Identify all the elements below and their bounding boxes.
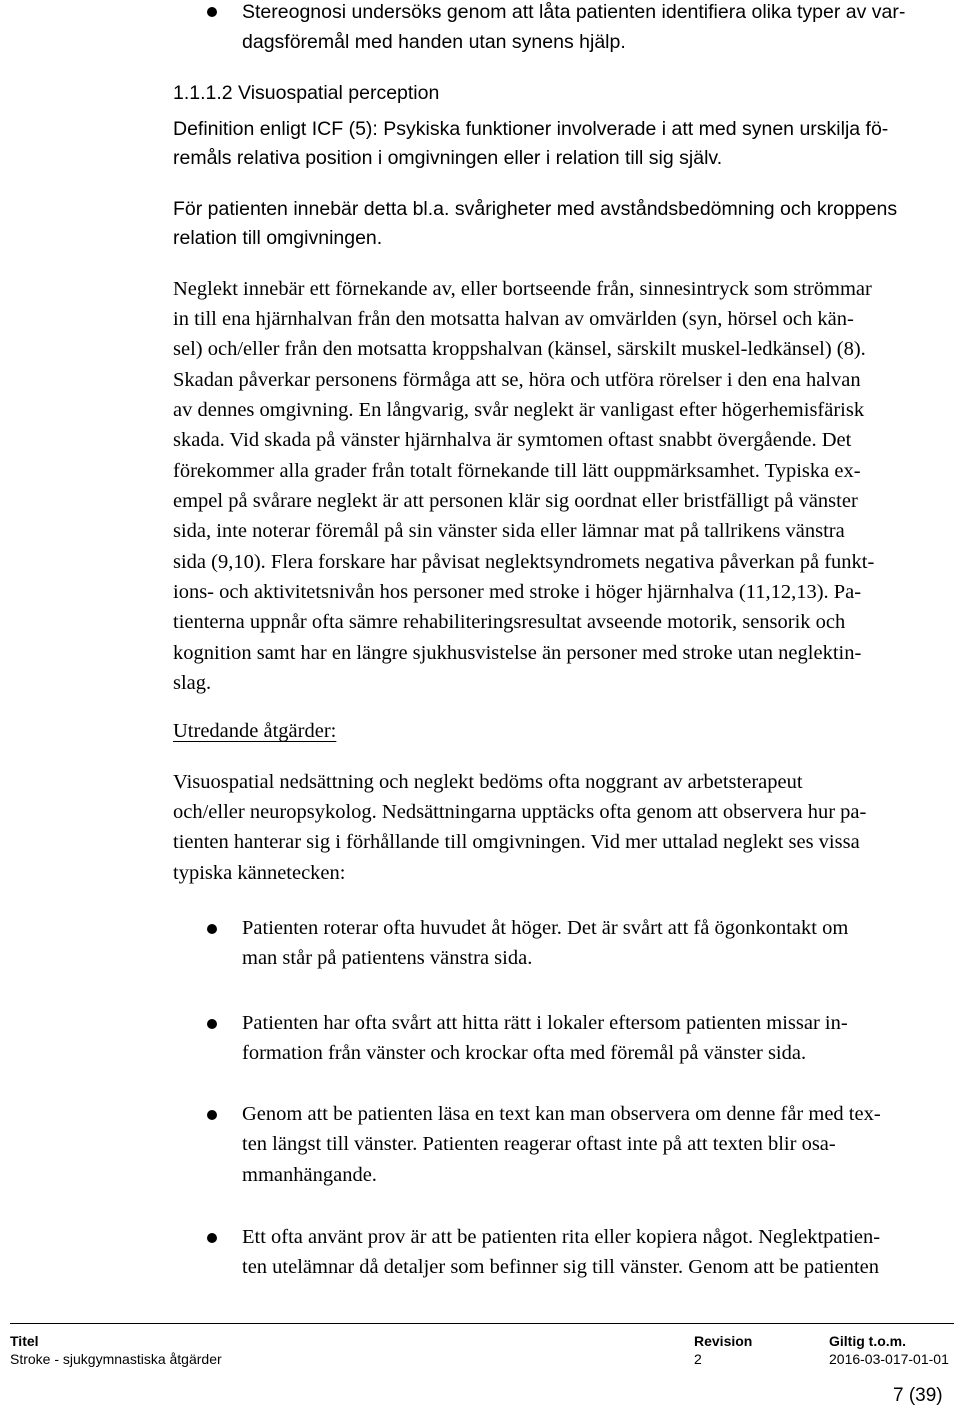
paragraph-line: kognition samt har en längre sjukhusvistelse än personer med stroke utan neglektin- bbox=[173, 642, 862, 664]
paragraph-line: slag. bbox=[173, 672, 212, 694]
list-item: mmanhängande. bbox=[242, 1164, 377, 1186]
section-heading: 1.1.1.2 Visuospatial perception bbox=[173, 82, 440, 104]
text-line: remåls relativa position i omgivningen eller i relation till sig själv. bbox=[173, 147, 723, 169]
footer-giltig-value: 2016-03-017-01-01 bbox=[829, 1351, 949, 1367]
text-line: Stereognosi undersöks genom att låta patienten identifiera olika typer av var- bbox=[242, 1, 906, 23]
list-item: ten utelämnar då detaljer som befinner sig till vänster. Genom att be patienten bbox=[242, 1256, 880, 1278]
list-item: Genom att be patienten läsa en text kan man observera om denne får med tex- bbox=[242, 1103, 881, 1125]
list-item: ten längst till vänster. Patienten reagerar oftast inte på att texten blir osa- bbox=[242, 1133, 836, 1155]
text-line: dagsföremål med handen utan synens hjälp. bbox=[242, 31, 626, 53]
bullet-dot bbox=[207, 924, 217, 934]
bullet-dot bbox=[207, 1233, 217, 1243]
bullet-dot bbox=[207, 1019, 217, 1029]
paragraph-line: sel) och/eller från den motsatta kroppshalvan (känsel, särskilt muskel-ledkänsel) (8). bbox=[173, 338, 866, 360]
paragraph-line: sida (9,10). Flera forskare har påvisat neglektsyndromets negativa påverkan på funkt- bbox=[173, 551, 875, 573]
paragraph-line: in till ena hjärnhalvan från den motsatta halvan av omvärlden (syn, hörsel och kän- bbox=[173, 308, 854, 330]
footer-giltig-label: Giltig t.o.m. bbox=[829, 1333, 906, 1349]
text-line: relation till omgivningen. bbox=[173, 227, 383, 249]
paragraph-line: förekommer alla grader från totalt förnekande till lätt ouppmärksamhet. Typiska ex- bbox=[173, 460, 861, 482]
bullet-dot bbox=[207, 7, 217, 17]
paragraph-line: empel på svårare neglekt är att personen klär sig oordnat eller bristfälligt på vänster bbox=[173, 490, 858, 512]
paragraph-line: typiska kännetecken: bbox=[173, 862, 346, 884]
paragraph-line: och/eller neuropsykolog. Nedsättningarna upptäcks ofta genom att observera hur pa- bbox=[173, 801, 867, 823]
paragraph-line: ions- och aktivitetsnivån hos personer med stroke i höger hjärnhalva (11,12,13). Pa- bbox=[173, 581, 862, 603]
text-line: För patienten innebär detta bl.a. svårigheter med avståndsbedömning och kroppens bbox=[173, 198, 898, 220]
list-item: man står på patientens vänstra sida. bbox=[242, 947, 533, 969]
footer-titel-value: Stroke - sjukgymnastiska åtgärder bbox=[10, 1351, 222, 1367]
page-number: 7 (39) bbox=[893, 1385, 943, 1406]
footer-titel-label: Titel bbox=[10, 1333, 39, 1349]
paragraph-line: Neglekt innebär ett förnekande av, eller bortseende från, sinnesintryck som strömmar bbox=[173, 278, 872, 300]
footer-revision-label: Revision bbox=[694, 1333, 753, 1349]
paragraph-line: sida, inte noterar föremål på sin vänster sida eller lämnar mat på tallrikens vänstra bbox=[173, 520, 845, 542]
bullet-dot bbox=[207, 1110, 217, 1120]
subheading: Utredande åtgärder: bbox=[173, 720, 337, 742]
text-line: Definition enligt ICF (5): Psykiska funktioner involverade i att med synen urskilja fö- bbox=[173, 118, 889, 140]
paragraph-line: tienterna uppnår ofta sämre rehabiliteringsresultat avseende motorik, sensorik och bbox=[173, 611, 846, 633]
list-item: Ett ofta använt prov är att be patienten rita eller kopiera något. Neglektpatien- bbox=[242, 1226, 881, 1248]
footer-divider bbox=[10, 1323, 954, 1324]
paragraph-line: tienten hanterar sig i förhållande till omgivningen. Vid mer uttalad neglekt ses vissa bbox=[173, 831, 860, 853]
paragraph-line: skada. Vid skada på vänster hjärnhalva är symtomen oftast snabbt övergående. Det bbox=[173, 429, 852, 451]
paragraph-line: Visuospatial nedsättning och neglekt bedöms ofta noggrant av arbetsterapeut bbox=[173, 771, 803, 793]
paragraph-line: Skadan påverkar personens förmåga att se, höra och utföra rörelser i den ena halvan bbox=[173, 369, 861, 391]
footer-revision-value: 2 bbox=[694, 1351, 702, 1367]
list-item: formation från vänster och krockar ofta med föremål på vänster sida. bbox=[242, 1042, 807, 1064]
list-item: Patienten roterar ofta huvudet åt höger. Det är svårt att få ögonkontakt om bbox=[242, 917, 849, 939]
list-item: Patienten har ofta svårt att hitta rätt i lokaler eftersom patienten missar in- bbox=[242, 1012, 848, 1034]
paragraph-line: av dennes omgivning. En långvarig, svår neglekt är vanligast efter högerhemisfärisk bbox=[173, 399, 865, 421]
